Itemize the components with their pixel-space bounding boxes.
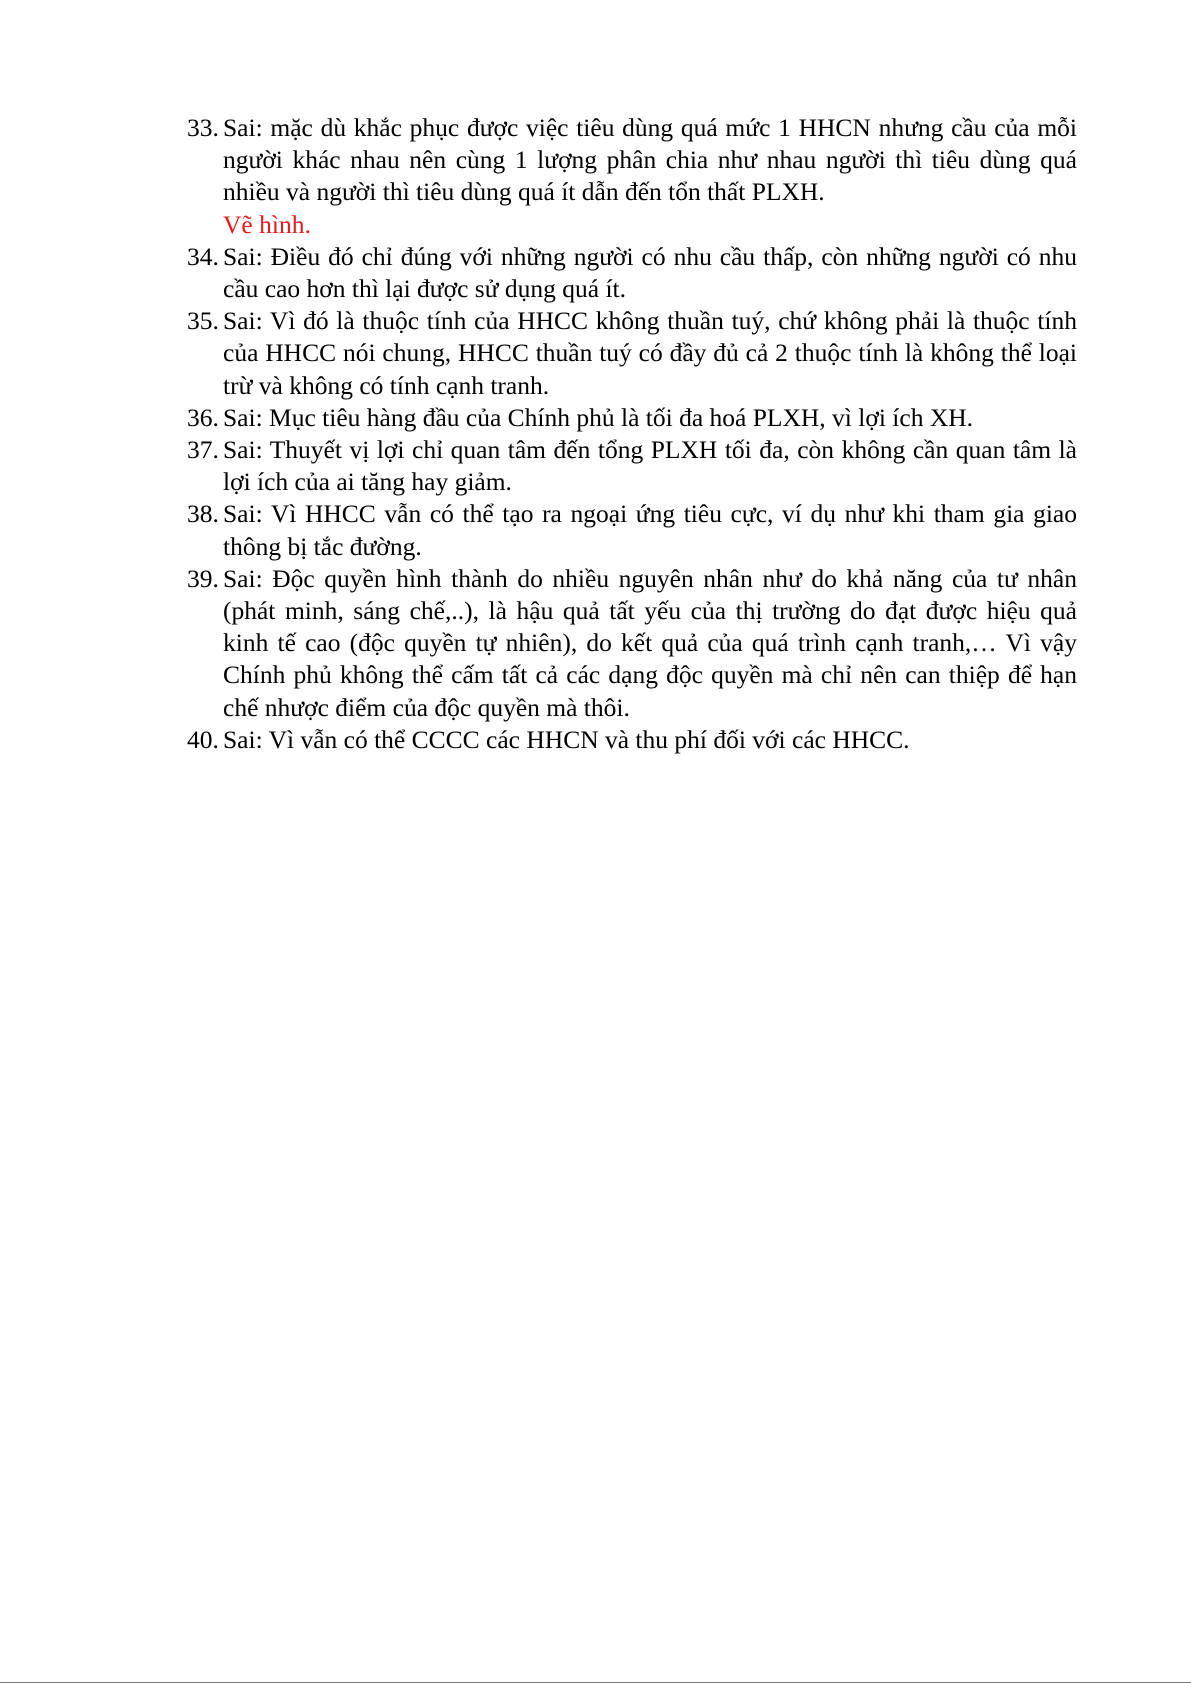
answer-list — [187, 112, 1077, 756]
answer-number: 38. — [187, 499, 219, 529]
answer-item-39 — [187, 563, 1077, 724]
answer-text: Sai: mặc dù khắc phục được việc tiêu dùng quá mức 1 HHCN nhưng cầu của mỗi người khác nhau nên cùng 1 lượng phân chia như nhau người thì tiêu dùng quá nhiều và người thì tiêu dùng quá ít dẫn đến tổn thất PLXH. — [223, 113, 1077, 207]
answer-text: Sai: Thuyết vị lợi chỉ quan tâm đến tổng PLXH tối đa, còn không cần quan tâm là lợi ích của ai tăng hay giảm. — [223, 435, 1077, 497]
answer-number: 36. — [187, 402, 219, 432]
answer-number: 33. — [187, 113, 219, 142]
page-bottom-rule — [0, 1682, 1191, 1683]
answer-item-33 — [187, 112, 1077, 241]
draw-figure-note: Vẽ hình. — [223, 209, 311, 239]
answer-number: 37. — [187, 435, 219, 465]
answer-number: 39. — [187, 563, 219, 593]
answer-item-38 — [187, 498, 1077, 562]
answer-item-35 — [187, 305, 1077, 402]
answer-text: Sai: Điều đó chỉ đúng với những người có nhu cầu thấp, còn những người có nhu cầu cao hơn thì lại được sử dụng quá ít. — [223, 241, 1077, 304]
answer-item-40 — [187, 724, 1077, 756]
answer-text: Sai: Độc quyền hình thành do nhiều nguyên nhân như do khả năng của tư nhân (phát minh, sáng chế,..), là hậu quả tất yếu của thị trường do đạt được hiệu quả kinh tế cao (độc quyền tự nhiên), do kết quả của quá trình cạnh tranh,… Vì vậy Chính phủ không thể cấm tất cả các dạng độc quyền mà chỉ nên can thiệp để hạn chế nhược điểm của độc quyền mà thôi. — [223, 563, 1077, 722]
answer-number: 40. — [187, 724, 219, 754]
answer-text: Sai: Vì đó là thuộc tính của HHCC không thuần tuý, chứ không phải là thuộc tính của HHCC nói chung, HHCC thuần tuý có đầy đủ cả 2 thuộc tính là không thể loại trừ và không có tính cạnh tranh. — [223, 306, 1077, 400]
answer-number: 35. — [187, 306, 219, 336]
answer-item-34 — [187, 241, 1077, 305]
answer-item-37 — [187, 434, 1077, 498]
answer-number: 34. — [187, 241, 219, 271]
answer-item-36 — [187, 402, 1077, 434]
answer-text: Sai: Mục tiêu hàng đầu của Chính phủ là tối đa hoá PLXH, vì lợi ích XH. — [223, 402, 974, 432]
answer-text: Sai: Vì HHCC vẫn có thể tạo ra ngoại ứng tiêu cực, ví dụ như khi tham gia giao thông bị tắc đường. — [223, 499, 1077, 561]
answer-text: Sai: Vì vẫn có thể CCCC các HHCN và thu phí đối với các HHCC. — [223, 724, 910, 754]
